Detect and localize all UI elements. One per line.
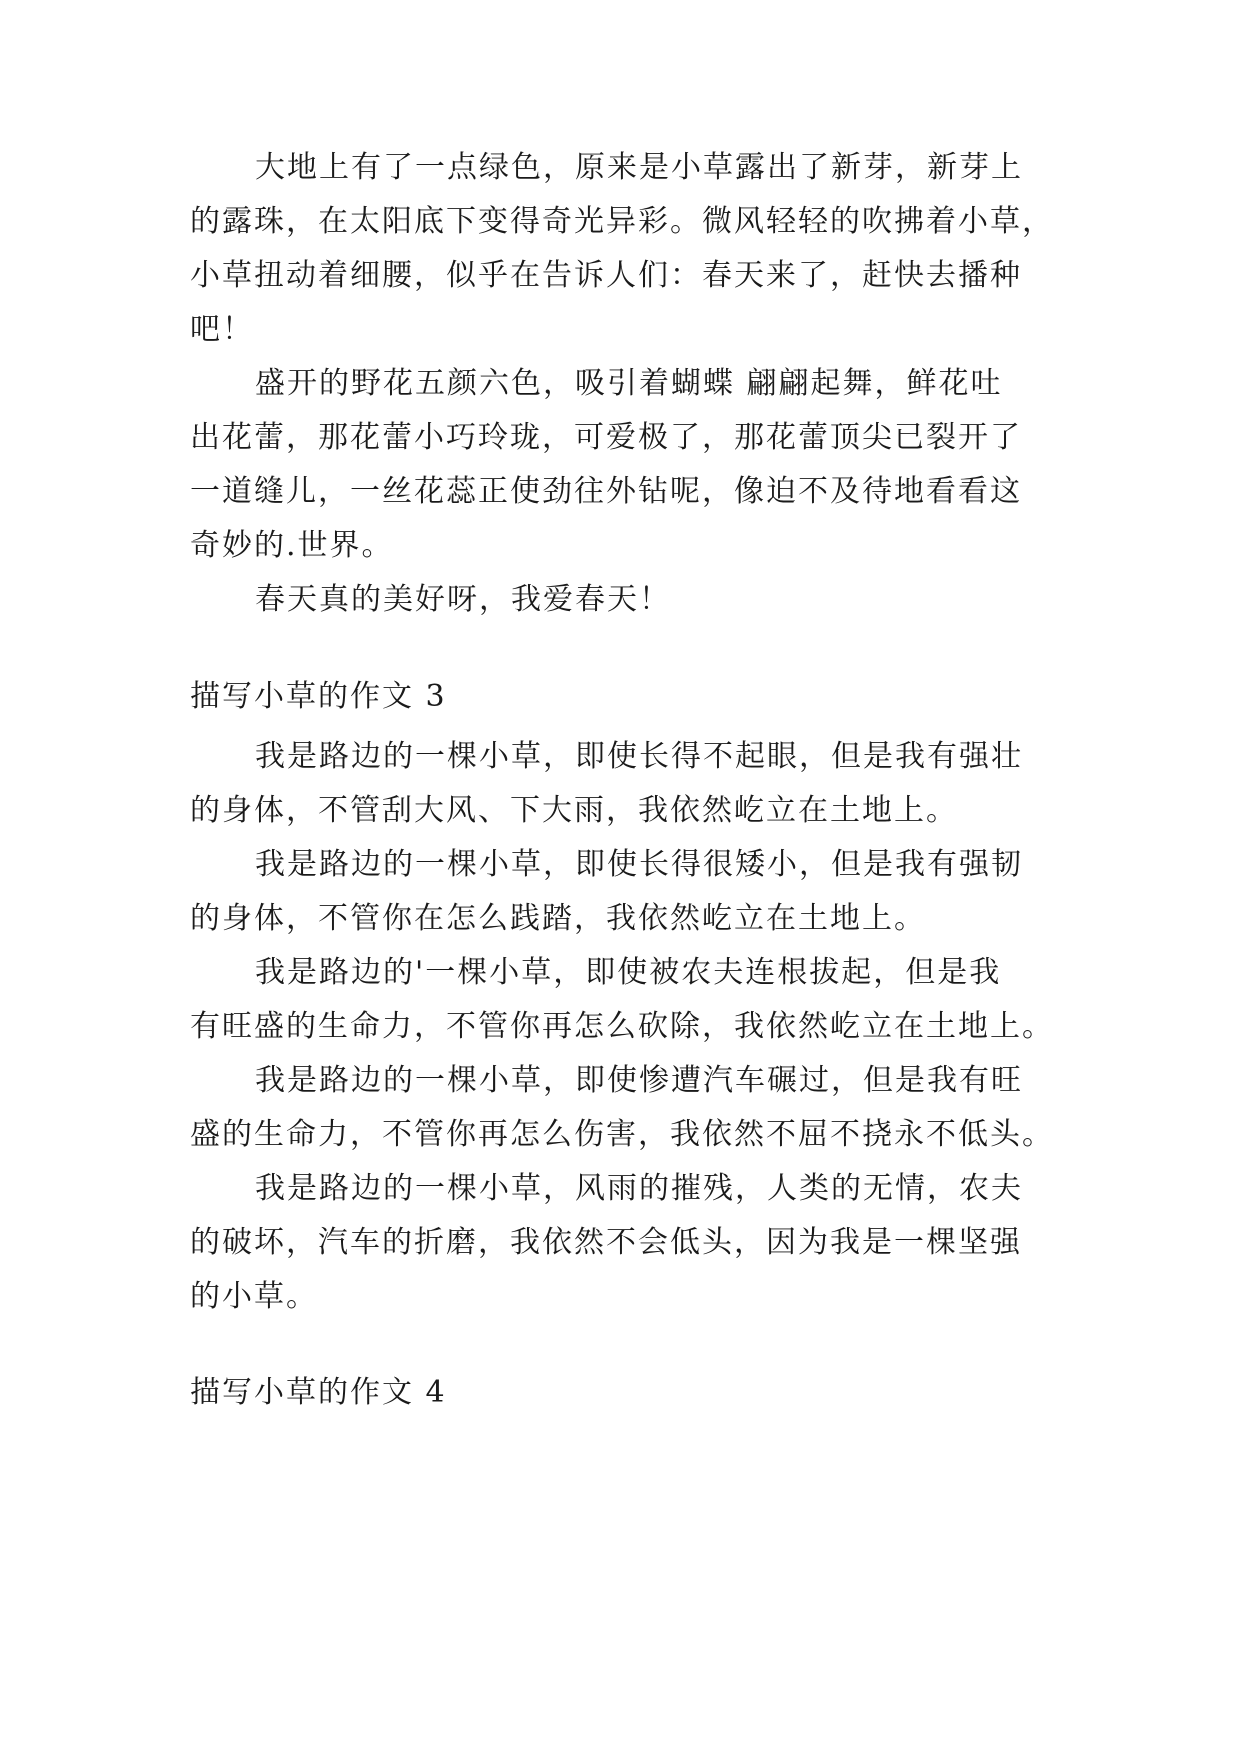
text-line: 我是路边的一棵小草，即使长得很矮小，但是我有强韧 bbox=[255, 847, 1023, 882]
text-line: 我是路边的一棵小草，风雨的摧残，人类的无情，农夫 bbox=[255, 1171, 1023, 1206]
text-line: 的露珠，在太阳底下变得奇光异彩。微风轻轻的吹拂着小草， bbox=[190, 204, 1054, 239]
text-line: 小草扭动着细腰，似乎在告诉人们：春天来了，赶快去播种 bbox=[190, 258, 1022, 293]
text-line: 吧！ bbox=[190, 312, 254, 347]
text-line: 的身体，不管你在怎么践踏，我依然屹立在土地上。 bbox=[190, 901, 926, 936]
text-line: 有旺盛的生命力，不管你再怎么砍除，我依然屹立在土地上。 bbox=[190, 1009, 1054, 1044]
text-line: 我是路边的一棵小草，即使长得不起眼，但是我有强壮 bbox=[255, 739, 1023, 774]
text-line: 我是路边的'一棵小草，即使被农夫连根拔起，但是我 bbox=[255, 955, 1002, 990]
text-line: 盛开的野花五颜六色，吸引着蝴蝶 翩翩起舞，鲜花吐 bbox=[255, 366, 1003, 401]
text-line: 的身体，不管刮大风、下大雨，我依然屹立在土地上。 bbox=[190, 793, 958, 828]
text-line: 我是路边的一棵小草，即使惨遭汽车碾过，但是我有旺 bbox=[255, 1063, 1023, 1098]
text-line: 奇妙的.世界。 bbox=[190, 528, 394, 563]
text-line: 大地上有了一点绿色，原来是小草露出了新芽，新芽上 bbox=[255, 150, 1023, 185]
text-line: 春天真的美好呀，我爱春天！ bbox=[255, 582, 671, 617]
text-line: 出花蕾，那花蕾小巧玲珑，可爱极了，那花蕾顶尖已裂开了 bbox=[190, 420, 1022, 455]
section-heading: 描写小草的作文 4 bbox=[190, 1375, 447, 1410]
text-line: 的破坏，汽车的折磨，我依然不会低头，因为我是一棵坚强 bbox=[190, 1225, 1022, 1260]
section-heading: 描写小草的作文 3 bbox=[190, 679, 447, 714]
text-line: 一道缝儿，一丝花蕊正使劲往外钻呢，像迫不及待地看看这 bbox=[190, 474, 1022, 509]
text-line: 盛的生命力，不管你再怎么伤害，我依然不屈不挠永不低头。 bbox=[190, 1117, 1054, 1152]
text-line: 的小草。 bbox=[190, 1279, 318, 1314]
